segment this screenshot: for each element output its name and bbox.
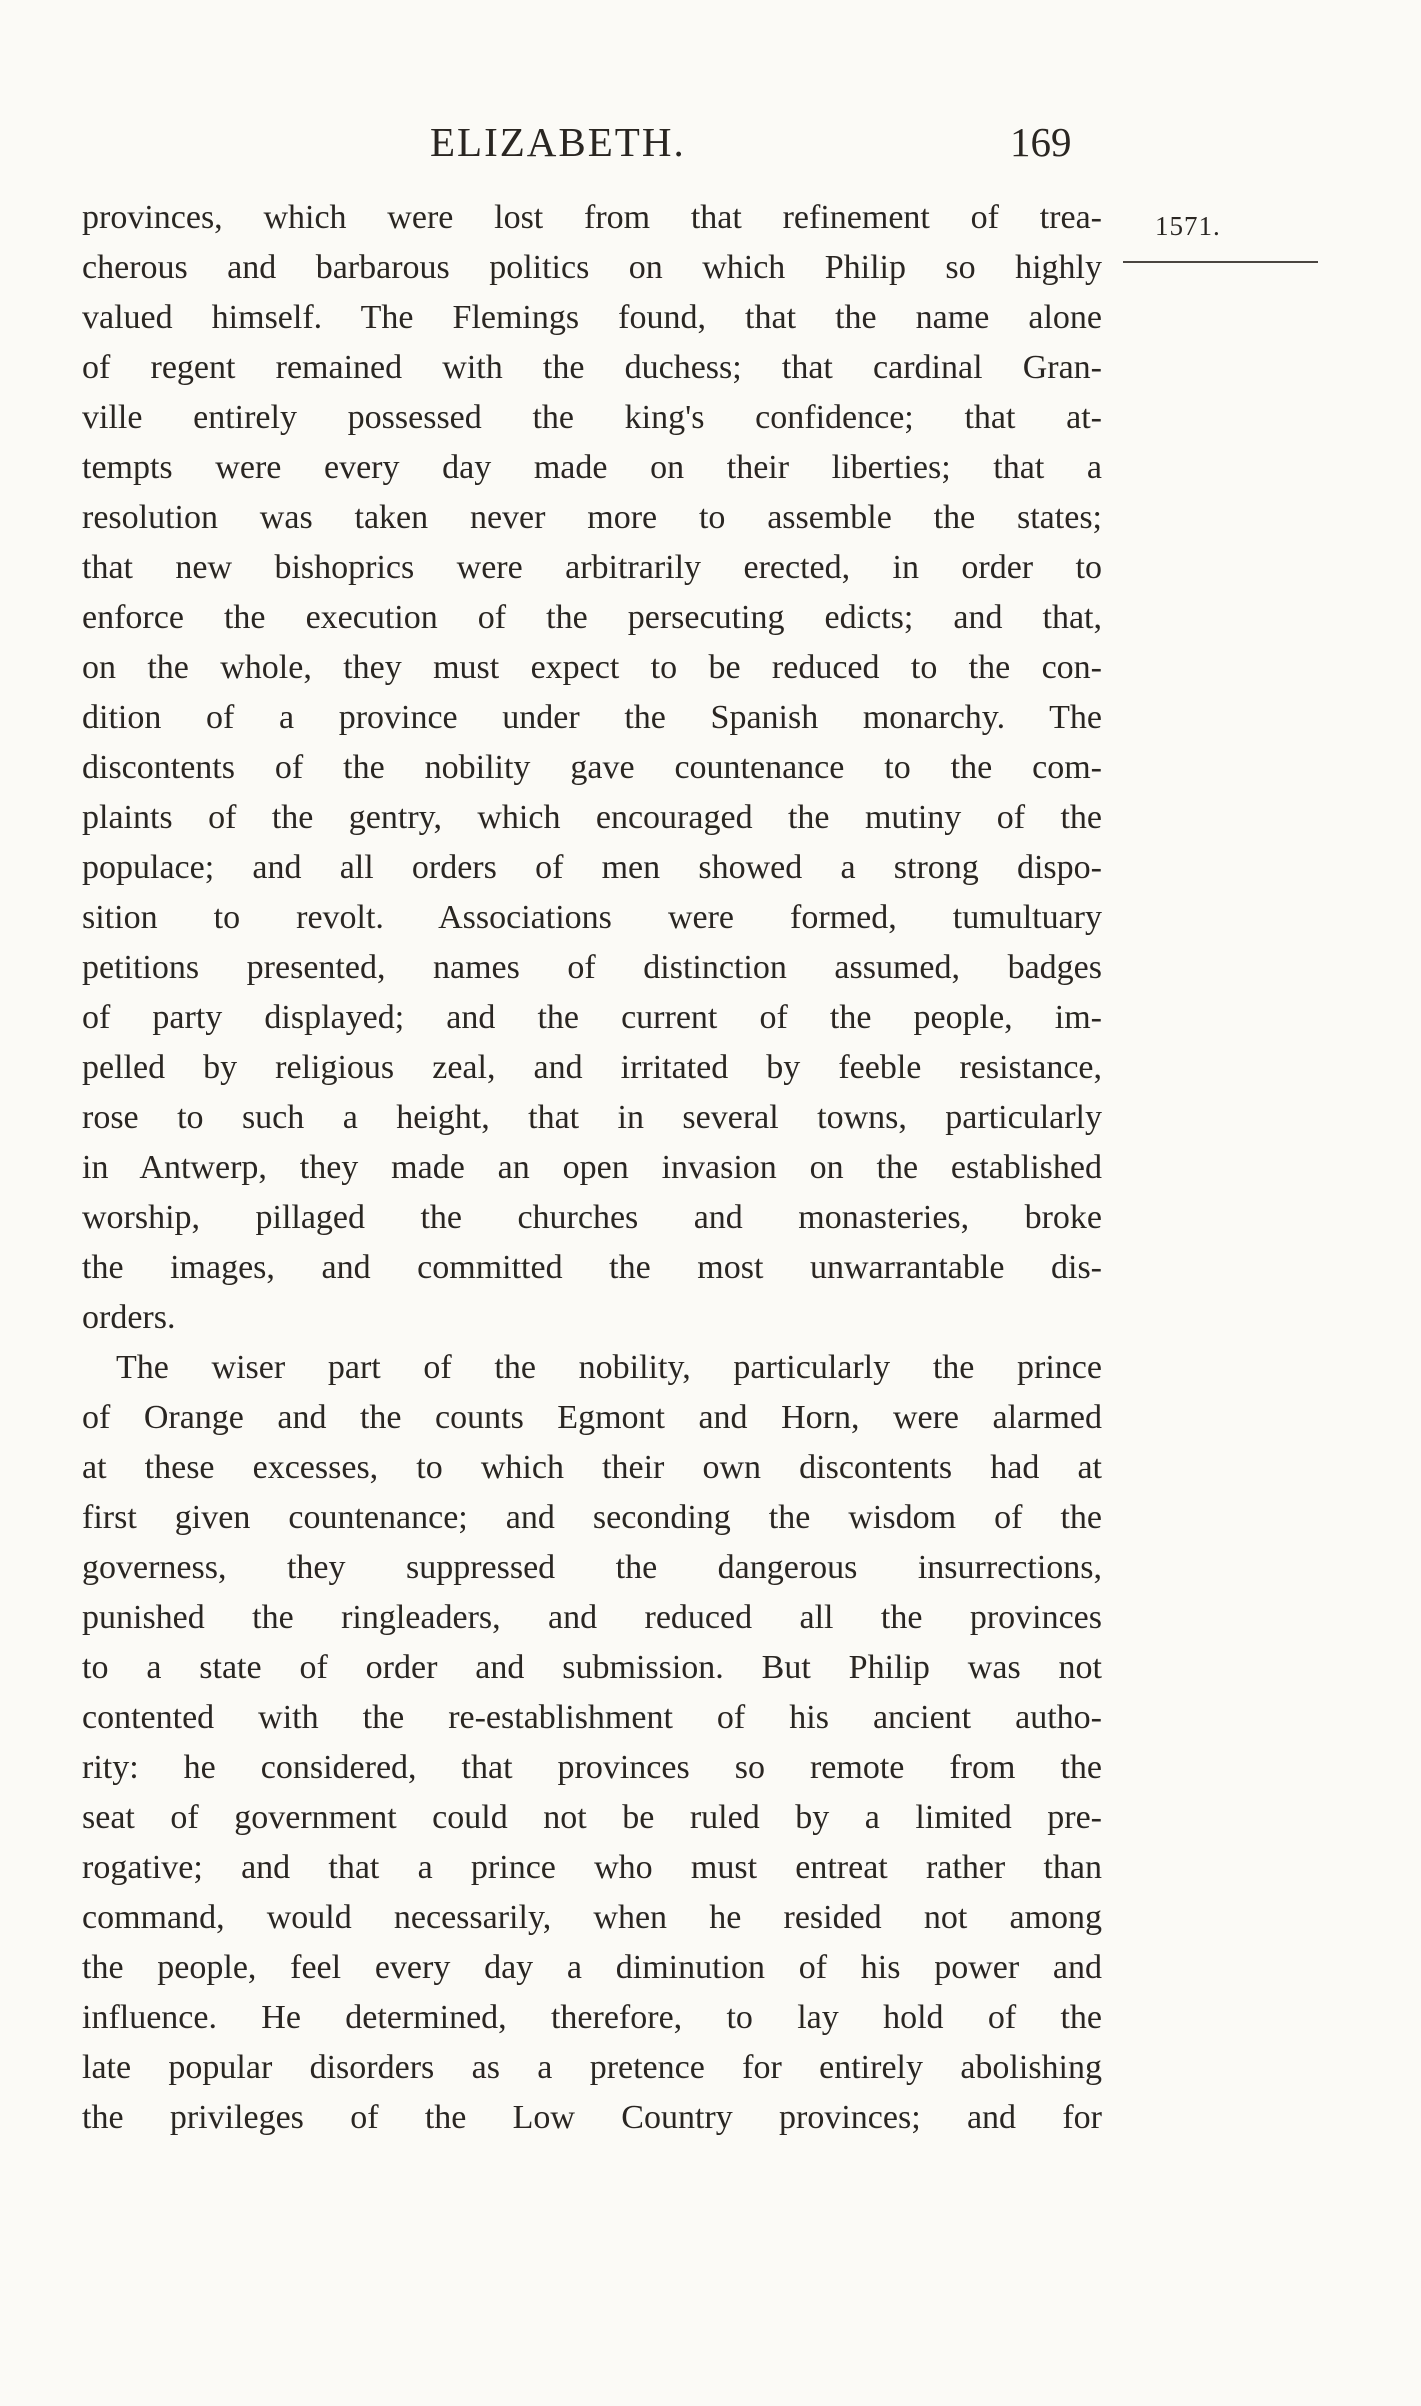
text-line: contented with the re-establishment of his ancient autho- <box>82 1699 1102 1736</box>
text-line: that new bishoprics were arbitrarily erected, in order to <box>82 549 1102 586</box>
text-line: enforce the execution of the persecuting edicts; and that, <box>82 599 1102 636</box>
text-line: ville entirely possessed the king's confidence; that at- <box>82 399 1102 436</box>
text-line: command, would necessarily, when he resided not among <box>82 1899 1102 1936</box>
text-line: worship, pillaged the churches and monasteries, broke <box>82 1199 1102 1236</box>
text-line: first given countenance; and seconding the wisdom of the <box>82 1499 1102 1536</box>
text-line: petitions presented, names of distinction assumed, badges <box>82 949 1102 986</box>
body-text <box>82 193 1102 2143</box>
text-line: discontents of the nobility gave countenance to the com- <box>82 749 1102 786</box>
text-line: rose to such a height, that in several towns, particularly <box>82 1099 1102 1136</box>
text-line: influence. He determined, therefore, to lay hold of the <box>82 1999 1102 2036</box>
text-line: seat of government could not be ruled by a limited pre- <box>82 1799 1102 1836</box>
text-line: provinces, which were lost from that refinement of trea- <box>82 199 1102 236</box>
text-line: orders. <box>82 1299 176 1336</box>
text-line: populace; and all orders of men showed a strong dispo- <box>82 849 1102 886</box>
text-line: to a state of order and submission. But Philip was not <box>82 1649 1102 1686</box>
text-line: on the whole, they must expect to be reduced to the con- <box>82 649 1102 686</box>
margin-year-note: 1571. <box>1155 211 1221 241</box>
text-line: in Antwerp, they made an open invasion on the established <box>82 1149 1102 1186</box>
text-line: pelled by religious zeal, and irritated by feeble resistance, <box>82 1049 1102 1086</box>
text-line: at these excesses, to which their own discontents had at <box>82 1449 1102 1486</box>
text-line: of party displayed; and the current of the people, im- <box>82 999 1102 1036</box>
text-line: of regent remained with the duchess; that cardinal Gran- <box>82 349 1102 386</box>
text-line: governess, they suppressed the dangerous insurrections, <box>82 1549 1102 1586</box>
text-line: the privileges of the Low Country provinces; and for <box>82 2099 1102 2136</box>
text-line: rogative; and that a prince who must entreat rather than <box>82 1849 1102 1886</box>
text-line: late popular disorders as a pretence for entirely abolishing <box>82 2049 1102 2086</box>
running-title: ELIZABETH. <box>430 119 686 165</box>
text-line: tempts were every day made on their liberties; that a <box>82 449 1102 486</box>
text-line: cherous and barbarous politics on which Philip so highly <box>82 249 1102 286</box>
page-number: 169 <box>1010 119 1072 165</box>
paragraph-1 <box>82 193 1102 1343</box>
text-line: punished the ringleaders, and reduced all the provinces <box>82 1599 1102 1636</box>
text-line: rity: he considered, that provinces so remote from the <box>82 1749 1102 1786</box>
text-line: the images, and committed the most unwarrantable dis- <box>82 1249 1102 1286</box>
margin-rule <box>1123 261 1318 263</box>
text-line: valued himself. The Flemings found, that the name alone <box>82 299 1102 336</box>
text-line: dition of a province under the Spanish monarchy. The <box>82 699 1102 736</box>
text-line: the people, feel every day a diminution of his power and <box>82 1949 1102 1986</box>
paragraph-2 <box>82 1343 1102 2143</box>
text-line: plaints of the gentry, which encouraged the mutiny of the <box>82 799 1102 836</box>
text-line: of Orange and the counts Egmont and Horn, were alarmed <box>82 1399 1102 1436</box>
text-line: The wiser part of the nobility, particularly the prince <box>116 1349 1102 1386</box>
text-line: resolution was taken never more to assemble the states; <box>82 499 1102 536</box>
text-line: sition to revolt. Associations were formed, tumultuary <box>82 899 1102 936</box>
